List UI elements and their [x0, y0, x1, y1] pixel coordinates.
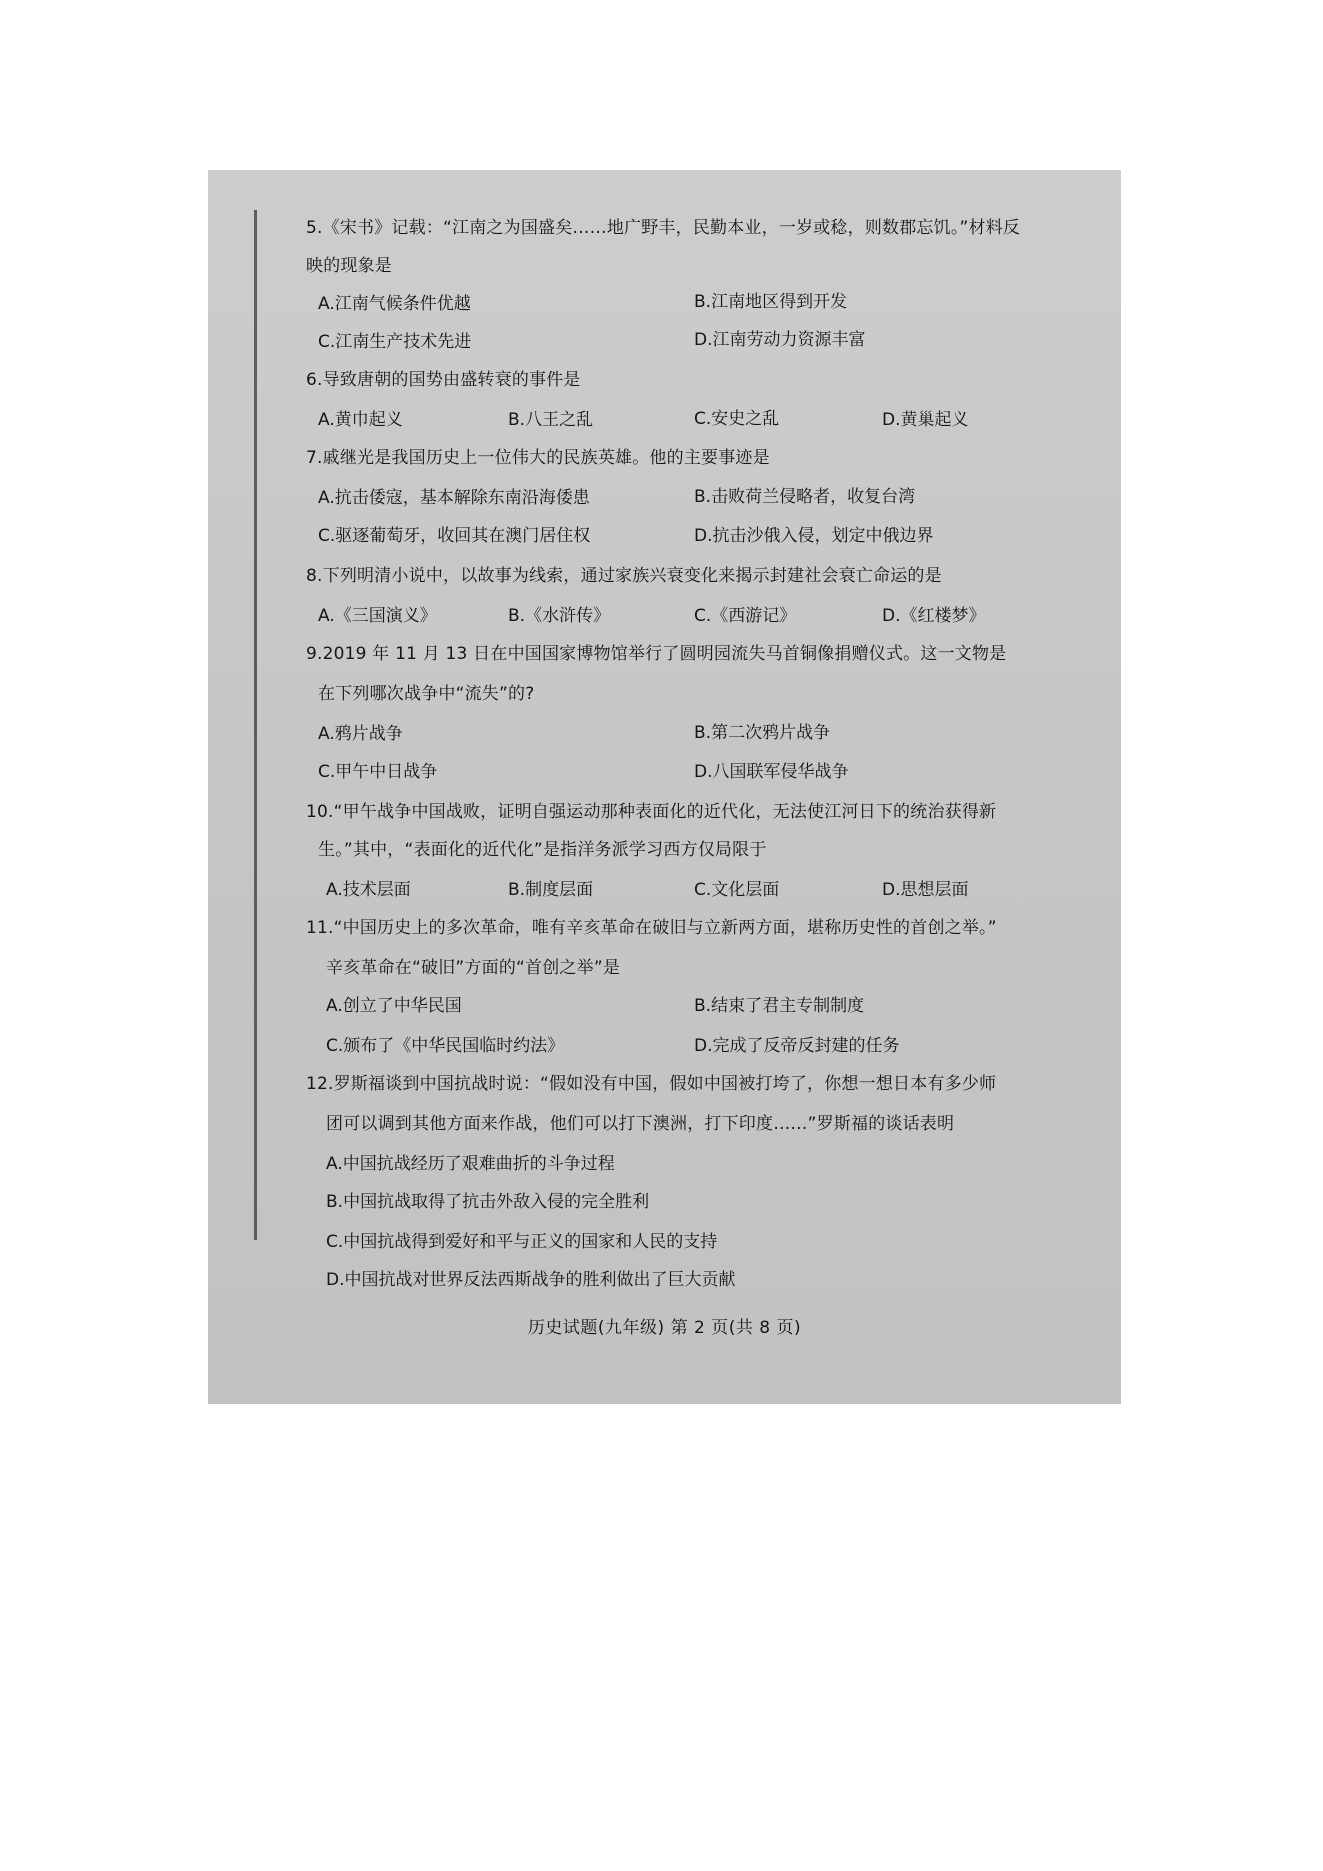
q6-option-a: A.黄巾起义 [318, 410, 403, 430]
q12-stem-line-1: 12.罗斯福谈到中国抗战时说：“假如没有中国，假如中国被打垮了，你想一想日本有多少师 [306, 1074, 997, 1094]
q11-option-c: C.颁布了《中华民国临时约法》 [326, 1036, 565, 1056]
page-footer: 历史试题(九年级) 第 2 页(共 8 页) [527, 1318, 802, 1338]
q10-option-d: D.思想层面 [882, 880, 969, 900]
q9-stem-line-2: 在下列哪次战争中“流失”的? [318, 684, 535, 704]
q6-option-d: D.黄巢起义 [882, 410, 969, 430]
q11-stem-line-2: 辛亥革命在“破旧”方面的“首创之举”是 [326, 958, 621, 978]
q9-option-b: B.第二次鸦片战争 [694, 723, 831, 743]
q11-option-b: B.结束了君主专制制度 [694, 996, 865, 1016]
q9-option-d: D.八国联军侵华战争 [694, 762, 849, 782]
q12-option-b: B.中国抗战取得了抗击外敌入侵的完全胜利 [326, 1192, 650, 1212]
q8-stem-line-1: 8.下列明清小说中，以故事为线索，通过家族兴衰变化来揭示封建社会衰亡命运的是 [306, 566, 942, 586]
q5-option-d: D.江南劳动力资源丰富 [694, 330, 866, 350]
q10-option-c: C.文化层面 [694, 880, 780, 900]
q8-option-d: D.《红楼梦》 [882, 606, 986, 626]
q11-stem-line-1: 11.“中国历史上的多次革命，唯有辛亥革命在破旧与立新两方面，堪称历史性的首创之举。” [306, 918, 997, 938]
q7-option-b: B.击败荷兰侵略者，收复台湾 [694, 487, 916, 507]
q10-option-a: A.技术层面 [326, 880, 411, 900]
q6-option-c: C.安史之乱 [694, 409, 780, 429]
q12-stem-line-2: 团可以调到其他方面来作战，他们可以打下澳洲，打下印度……”罗斯福的谈话表明 [326, 1114, 955, 1134]
q9-stem-line-1: 9.2019 年 11 月 13 日在中国国家博物馆举行了圆明园流失马首铜像捐赠仪式。这一文物是 [306, 644, 1007, 664]
q12-option-a: A.中国抗战经历了艰难曲折的斗争过程 [326, 1154, 615, 1174]
exam-page-photo [208, 170, 1121, 1404]
q8-option-b: B.《水浒传》 [508, 606, 611, 626]
q5-option-a: A.江南气候条件优越 [318, 294, 471, 314]
q5-stem-line-1: 5.《宋书》记载：“江南之为国盛矣……地广野丰，民勤本业，一岁或稔，则数郡忘饥。”材料反 [306, 218, 1021, 238]
q9-option-c: C.甲午中日战争 [318, 762, 438, 782]
q6-option-b: B.八王之乱 [508, 410, 594, 430]
q10-stem-line-2: 生。”其中，“表面化的近代化”是指洋务派学习西方仅局限于 [318, 840, 767, 860]
q8-option-a: A.《三国演义》 [318, 606, 437, 626]
q8-option-c: C.《西游记》 [694, 606, 797, 626]
q7-option-c: C.驱逐葡萄牙，收回其在澳门居住权 [318, 526, 591, 546]
q11-option-a: A.创立了中华民国 [326, 996, 462, 1016]
q5-option-c: C.江南生产技术先进 [318, 332, 472, 352]
q10-option-b: B.制度层面 [508, 880, 594, 900]
q5-stem-line-2: 映的现象是 [306, 256, 392, 276]
q6-stem-line-1: 6.导致唐朝的国势由盛转衰的事件是 [306, 370, 581, 390]
q10-stem-line-1: 10.“甲午战争中国战败，证明自强运动那种表面化的近代化，无法使江河日下的统治获得新 [306, 802, 997, 822]
q12-option-c: C.中国抗战得到爱好和平与正义的国家和人民的支持 [326, 1232, 718, 1252]
q12-option-d: D.中国抗战对世界反法西斯战争的胜利做出了巨大贡献 [326, 1270, 736, 1290]
q5-option-b: B.江南地区得到开发 [694, 292, 848, 312]
q7-stem-line-1: 7.戚继光是我国历史上一位伟大的民族英雄。他的主要事迹是 [306, 448, 770, 468]
q11-option-d: D.完成了反帝反封建的任务 [694, 1036, 900, 1056]
q7-option-d: D.抗击沙俄入侵，划定中俄边界 [694, 526, 934, 546]
q9-option-a: A.鸦片战争 [318, 724, 403, 744]
exam-content [208, 170, 1121, 1404]
q7-option-a: A.抗击倭寇，基本解除东南沿海倭患 [318, 488, 590, 508]
